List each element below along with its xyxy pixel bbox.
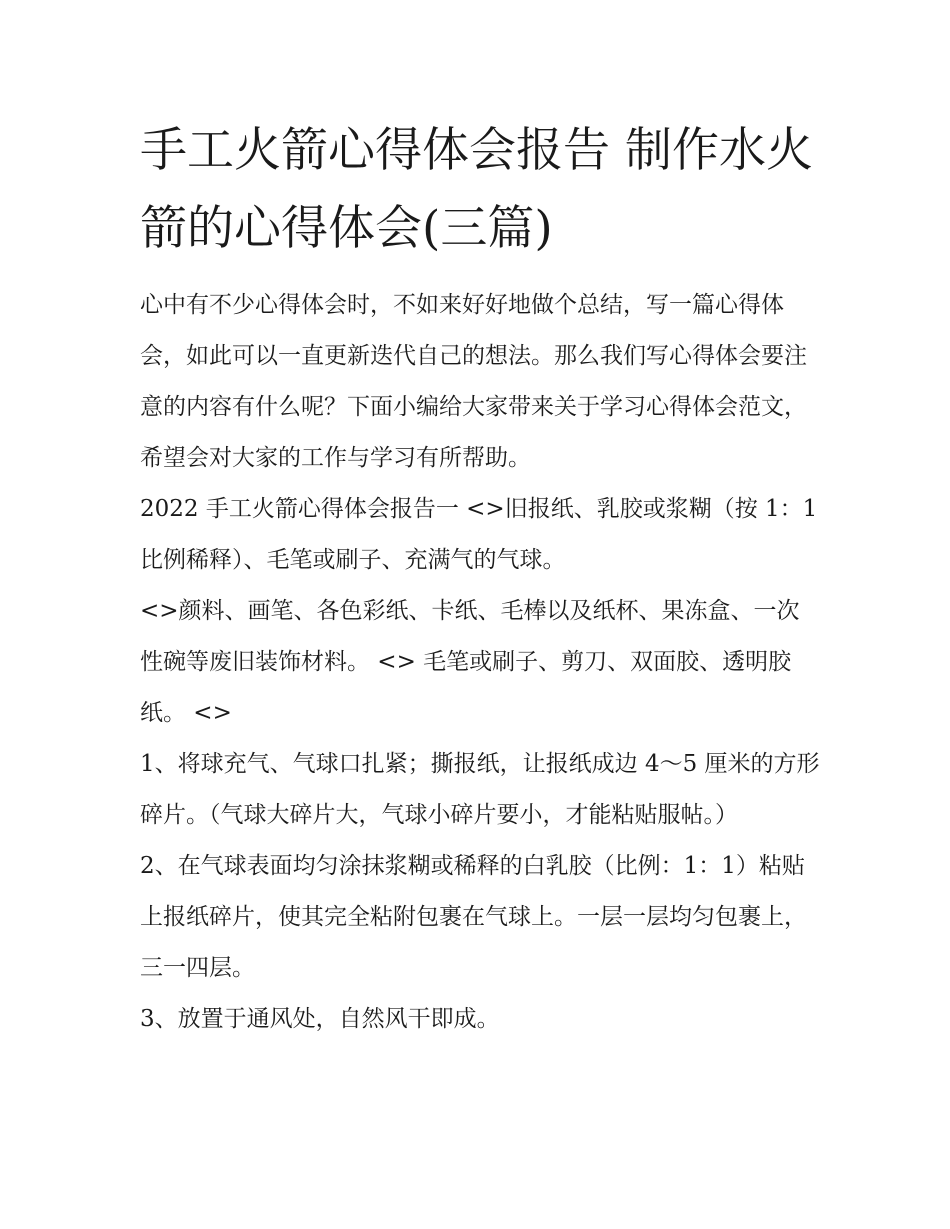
document-body [140,112,820,1045]
intro-paragraph: 心中有不少心得体会时，不如来好好地做个总结，写一篇心得体会，如此可以一直更新迭代自己的想法。那么我们写心得体会要注意的内容有什么呢？下面小编给大家带来关于学习心得体会范文，希望会对大家的工作与学习有所帮助。 [140,292,807,471]
step-1-paragraph: 1、将球充气、气球口扎紧；撕报纸，让报纸成边 4～5 厘米的方形碎片。（气球大碎片大，气球小碎片要小，才能粘贴服帖。） [140,751,820,828]
step-2-paragraph: 2、在气球表面均匀涂抹浆糊或稀释的白乳胶（比例：1：1）粘贴上报纸碎片，使其完全粘附包裹在气球上。一层一层均匀包裹上，三一四层。 [140,853,807,981]
document-title: 手工火箭心得体会报告 制作水火箭的心得体会(三篇) [140,123,813,256]
step-3-paragraph: 3、放置于通风处，自然风干即成。 [140,1006,500,1032]
decoration-materials-paragraph: <>颜料、画笔、各色彩纸、卡纸、毛棒以及纸杯、果冻盒、一次性碗等废旧装饰材料。 <> 毛笔或刷子、剪刀、双面胶、透明胶纸。 <> [140,598,800,726]
materials-paragraph: 2022 手工火箭心得体会报告一 <>旧报纸、乳胶或浆糊（按 1：1 比例稀释）、毛笔或刷子、充满气的气球。 [140,496,818,573]
